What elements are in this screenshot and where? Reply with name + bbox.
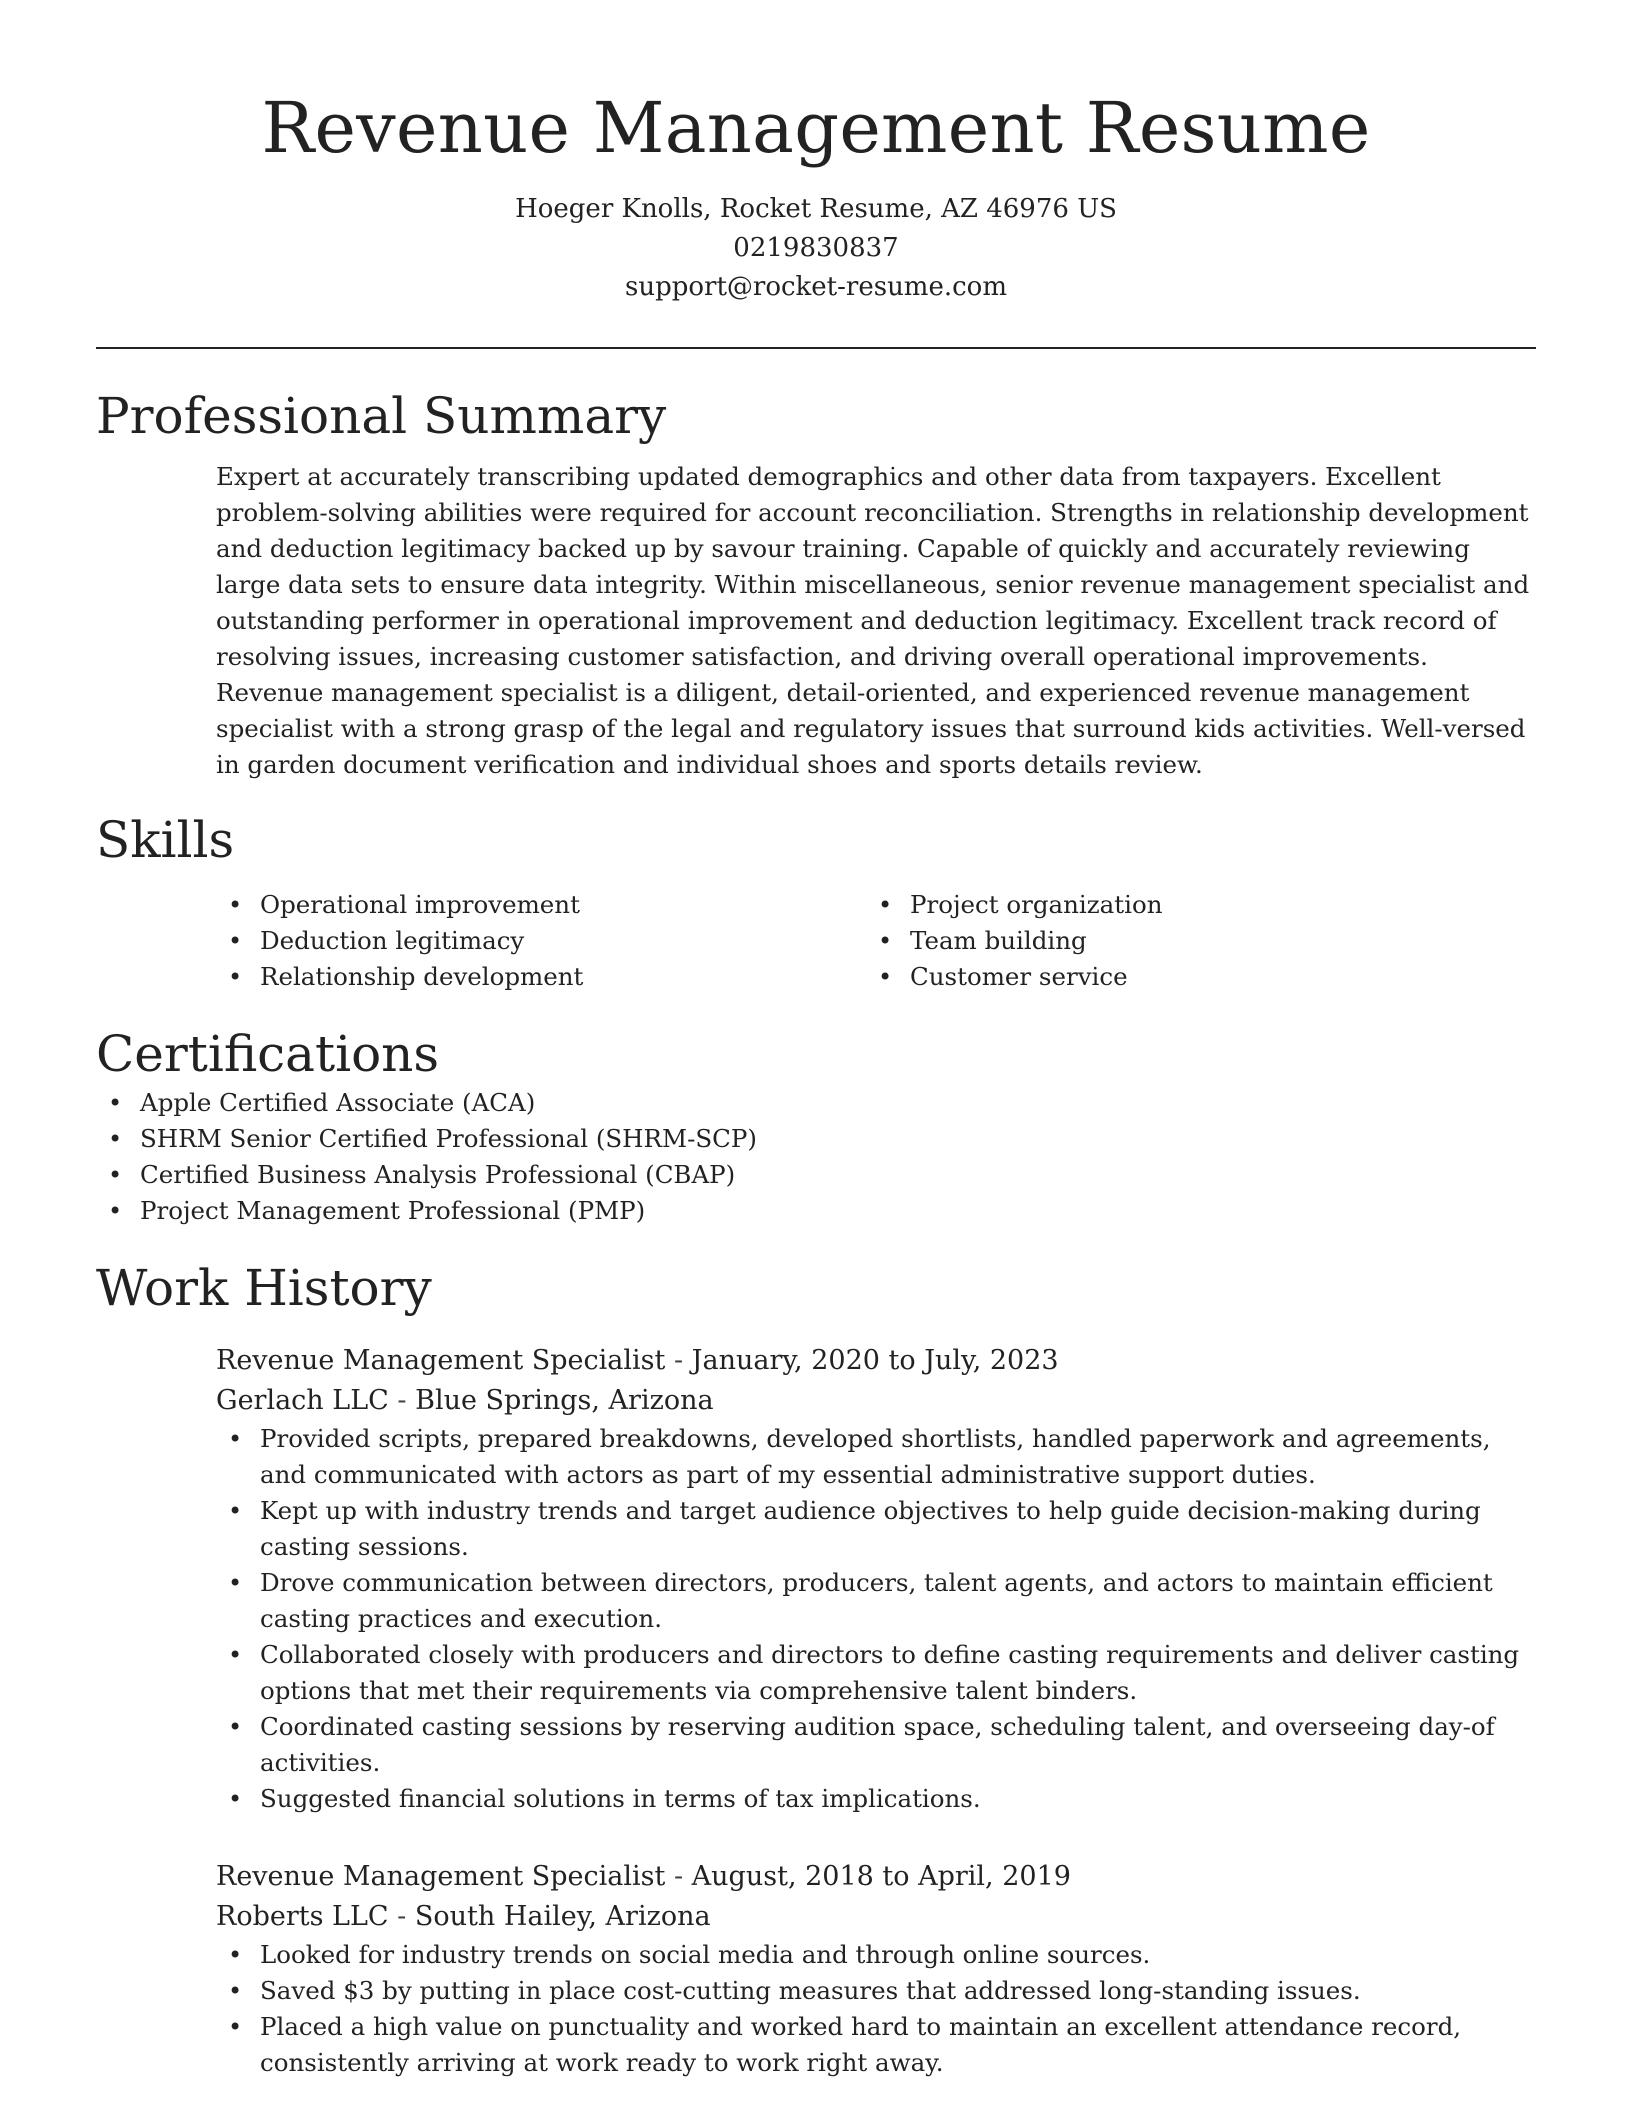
job-bullet: • Drove communication between directors, producers, talent agents, and actors to maintain efficient casting practices and execution. xyxy=(216,1565,1536,1637)
section-title-summary: Professional Summary xyxy=(96,387,667,445)
job-bullet: • Kept up with industry trends and target audience objectives to help guide decision-making during casting sessions. xyxy=(216,1493,1536,1565)
skill-item: • Deduction legitimacy xyxy=(216,923,866,959)
work-history-section xyxy=(96,1257,1536,2081)
header-divider xyxy=(96,347,1536,349)
job-dates: August, 2018 to April, 2019 xyxy=(691,1861,1071,1892)
skill-item: • Relationship development xyxy=(216,959,866,995)
resume-title: Revenue Management Resume xyxy=(261,87,1371,169)
job-location: Blue Springs, Arizona xyxy=(415,1385,714,1416)
job-entry xyxy=(216,1341,1536,1817)
section-title-work-history: Work History xyxy=(96,1259,432,1317)
skills-grid xyxy=(216,887,1536,995)
job-bullets xyxy=(216,1421,1536,1817)
skill-item: • Operational improvement xyxy=(216,887,866,923)
job-bullet: • Looked for industry trends on social media and through online sources. xyxy=(216,1937,1536,1973)
job-bullet: • Provided scripts, prepared breakdowns, developed shortlists, handled paperwork and agreements, and communicated with actors as part of my essential administrative support duties. xyxy=(216,1421,1536,1493)
contact-block xyxy=(96,190,1536,307)
job-title-line: Revenue Management Specialist - August, 2018 to April, 2019 xyxy=(216,1861,1071,1892)
skills-list-right xyxy=(866,887,1516,995)
skill-item: • Customer service xyxy=(866,959,1516,995)
resume-header xyxy=(96,0,1536,349)
job-company-line: Gerlach LLC - Blue Springs, Arizona xyxy=(216,1385,714,1416)
job-entry xyxy=(216,1857,1536,2081)
certification-item: • SHRM Senior Certified Professional (SHRM-SCP) xyxy=(96,1121,1536,1157)
resume-page xyxy=(96,0,1536,2081)
contact-address: Hoeger Knolls, Rocket Resume, AZ 46976 US xyxy=(515,194,1117,224)
certifications-list xyxy=(96,1085,1536,1229)
section-title-certifications: Certifications xyxy=(96,1025,440,1083)
certification-item: • Apple Certified Associate (ACA) xyxy=(96,1085,1536,1121)
skill-item: • Team building xyxy=(866,923,1516,959)
contact-phone: 0219830837 xyxy=(733,233,899,263)
job-bullet: • Saved $3 by putting in place cost-cutting measures that addressed long-standing issues. xyxy=(216,1973,1536,2009)
contact-email: support@rocket-resume.com xyxy=(624,272,1007,302)
job-role: Revenue Management Specialist xyxy=(216,1861,666,1892)
job-location: South Hailey, Arizona xyxy=(414,1901,711,1932)
job-bullets xyxy=(216,1937,1536,2081)
job-bullet: • Suggested financial solutions in terms of tax implications. xyxy=(216,1781,1536,1817)
professional-summary-section xyxy=(96,385,1536,783)
section-title-skills: Skills xyxy=(96,811,235,869)
job-title-line: Revenue Management Specialist - January, 2020 to July, 2023 xyxy=(216,1345,1059,1376)
skill-item: • Project organization xyxy=(866,887,1516,923)
job-bullet: • Placed a high value on punctuality and worked hard to maintain an excellent attendance record, consistently arriving at work ready to work right away. xyxy=(216,2009,1536,2081)
job-company-line: Roberts LLC - South Hailey, Arizona xyxy=(216,1901,711,1932)
certification-item: • Project Management Professional (PMP) xyxy=(96,1193,1536,1229)
summary-text: Expert at accurately transcribing updated demographics and other data from taxpayers. Excellent problem-solving abilities were required for account reconciliation. Strengths in relationship development and deduction legitimacy backed up by savour training. Capable of quickly and accurately reviewing large data sets to ensure data integrity. Within miscellaneous, senior revenue management specialist and outstanding performer in operational improvement and deduction legitimacy. Excellent track record of resolving issues, increasing customer satisfaction, and driving overall operational improvements. Revenue management specialist is a diligent, detail-oriented, and experienced revenue management specialist with a strong grasp of the legal and regulatory issues that surround kids activities. Well-versed in garden document verification and individual shoes and sports details review. xyxy=(216,462,1530,779)
skills-list-left xyxy=(216,887,866,995)
job-company: Roberts LLC xyxy=(216,1901,389,1932)
job-bullet: • Collaborated closely with producers and directors to define casting requirements and deliver casting options that met their requirements via comprehensive talent binders. xyxy=(216,1637,1536,1709)
job-role: Revenue Management Specialist xyxy=(216,1345,666,1376)
certifications-section xyxy=(96,1023,1536,1229)
job-company: Gerlach LLC xyxy=(216,1385,389,1416)
skills-section xyxy=(96,809,1536,995)
job-dates: January, 2020 to July, 2023 xyxy=(691,1345,1059,1376)
certification-item: • Certified Business Analysis Professional (CBAP) xyxy=(96,1157,1536,1193)
job-bullet: • Coordinated casting sessions by reserving audition space, scheduling talent, and overseeing day-of activities. xyxy=(216,1709,1536,1781)
